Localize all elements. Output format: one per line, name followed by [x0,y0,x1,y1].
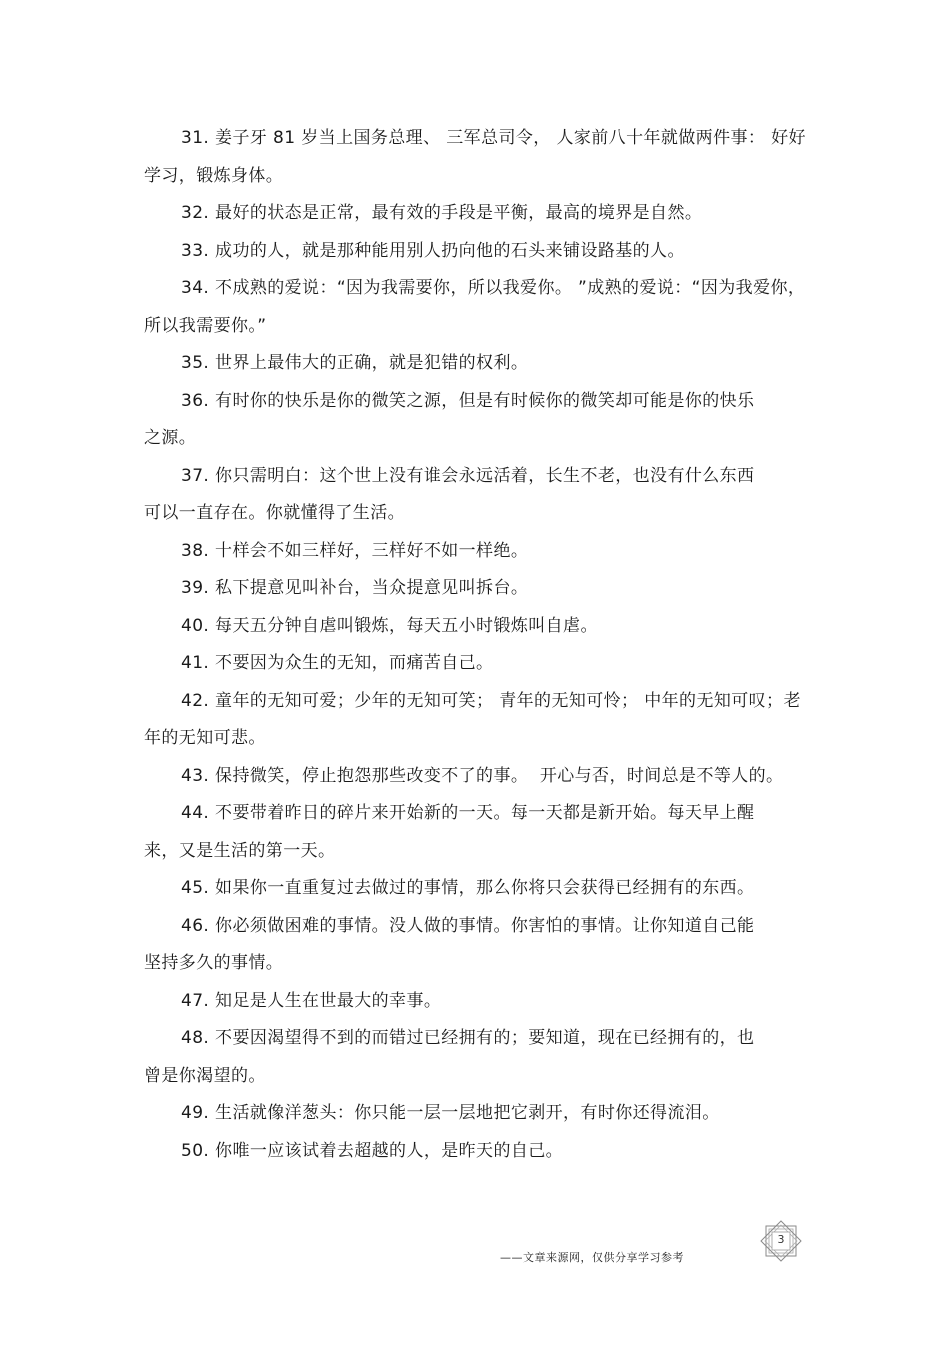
quote-47: 47. 知足是人生在世最大的幸事。 [181,990,442,1011]
quote-48: 48. 不要因渴望得不到的而错过已经拥有的；要知道，现在已经拥有的，也 曾是你渴望的。 [144,1028,755,1086]
quote-44: 44. 不要带着昨日的碎片来开始新的一天。每一天都是新开始。每天早上醒 来，又是生活的第一天。 [144,803,755,861]
quote-39: 39. 私下提意见叫补台，当众提意见叫拆台。 [181,578,529,598]
quote-33: 33. 成功的人，就是那种能用别人扔向他的石头来铺设路基的人。 [181,240,685,261]
page-number: 3 [777,1233,785,1246]
quote-38: 38. 十样会不如三样好，三样好不如一样绝。 [181,540,529,561]
quote-37: 37. 你只需明白：这个世上没有谁会永远活着，长生不老，也没有什么东西 可以一直存在。你就懂得了生活。 [144,465,755,523]
quote-34: 34. 不成熟的爱说：“因为我需要你，所以我爱你。 ”成熟的爱说：“因为我爱你，所以我需要你。” [144,278,806,336]
quote-41: 41. 不要因为众生的无知，而痛苦自己。 [181,653,494,673]
quote-36: 36. 有时你的快乐是你的微笑之源，但是有时候你的微笑却可能是你的快乐 之源。 [144,390,755,448]
quote-35: 35. 世界上最伟大的正确，就是犯错的权利。 [181,353,529,373]
quote-40: 40. 每天五分钟自虐叫锻炼，每天五小时锻炼叫自虐。 [181,615,598,636]
quote-list [144,120,810,1170]
quote-31: 31. 姜子牙 81 岁当上国务总理、 三军总司令， 人家前八十年就做两件事： 好好学习，锻炼身体。 [144,128,806,186]
quote-45: 45. 如果你一直重复过去做过的事情，那么你将只会获得已经拥有的东西。 [181,878,755,898]
page-number-badge [757,1220,805,1262]
quote-32: 32. 最好的状态是正常，最有效的手段是平衡，最高的境界是自然。 [181,203,703,223]
quote-49: 49. 生活就像洋葱头：你只能一层一层地把它剥开，有时你还得流泪。 [181,1103,720,1123]
quote-50: 50. 你唯一应该试着去超越的人，是昨天的自己。 [181,1140,564,1161]
quote-46: 46. 你必须做困难的事情。没人做的事情。你害怕的事情。让你知道自己能 坚持多久的事情。 [144,915,755,973]
quote-42: 42. 童年的无知可爱；少年的无知可笑； 青年的无知可怜； 中年的无知可叹；老年的无知可悲。 [144,690,801,748]
quote-43: 43. 保持微笑，停止抱怨那些改变不了的事。 开心与否，时间总是不等人的。 [181,765,784,786]
source-note: ——文章来源网，仅供分享学习参考 [500,1251,684,1264]
